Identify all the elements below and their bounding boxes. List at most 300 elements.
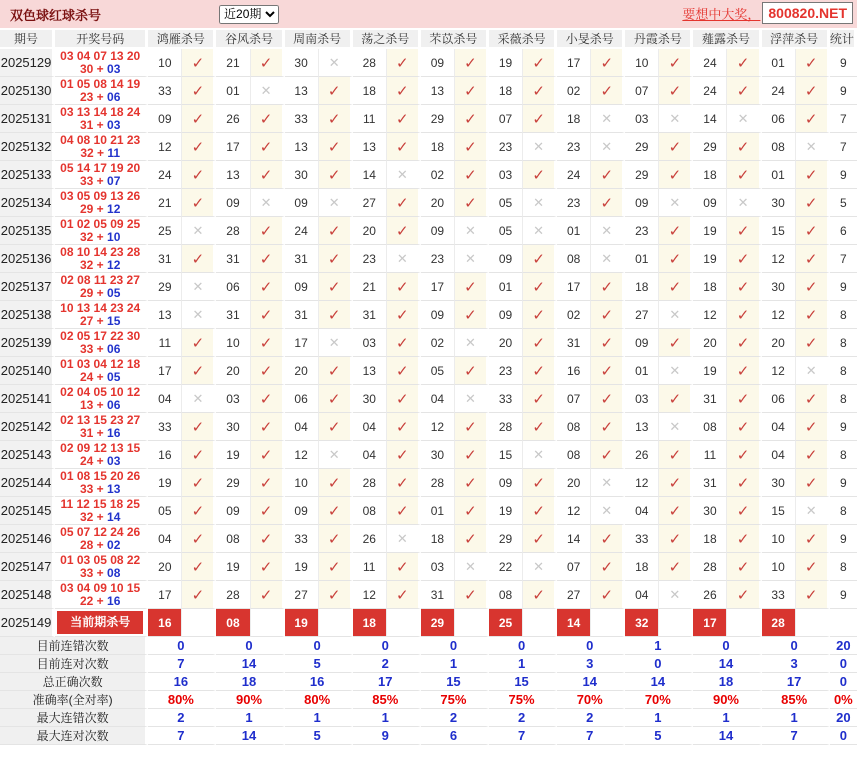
kill-mark-cell <box>591 581 625 609</box>
check-icon: ✓ <box>259 586 273 604</box>
kill-mark-cell <box>182 217 216 245</box>
check-icon: ✓ <box>396 334 409 352</box>
winning-numbers-cell <box>55 553 148 581</box>
stat-cell: 7 <box>830 245 857 273</box>
kill-number-cell: 33 <box>148 77 182 105</box>
winning-numbers-cell <box>55 385 148 413</box>
empty-mark-cell <box>523 609 557 637</box>
kill-mark-cell <box>727 77 761 105</box>
check-icon: ✓ <box>327 474 341 492</box>
stat-cell: 9 <box>830 581 857 609</box>
kill-mark-cell <box>591 385 625 413</box>
table-row <box>0 105 857 133</box>
kill-mark-cell <box>319 301 353 329</box>
kill-mark-cell <box>591 469 625 497</box>
red-balls-line1: 03 04 07 13 20 <box>60 48 141 63</box>
current-kill-cell: 14 <box>557 609 591 637</box>
current-kill-cell: 28 <box>762 609 796 637</box>
red-balls-line2: 13 + 06 <box>80 397 121 412</box>
kill-mark-cell <box>523 105 557 133</box>
issue-cell: 2025138 <box>0 301 55 329</box>
kill-number-cell: 17 <box>148 581 182 609</box>
check-icon: ✓ <box>259 530 273 548</box>
check-icon: ✓ <box>464 530 477 548</box>
table-header-row <box>0 30 857 49</box>
kill-number-cell: 29 <box>421 105 455 133</box>
summary-value: 1 <box>489 655 557 673</box>
table-row <box>0 245 857 273</box>
summary-label: 最大连对次数 <box>0 727 148 745</box>
kill-mark-cell <box>319 217 353 245</box>
kill-mark-cell <box>455 161 489 189</box>
summary-label: 最大连错次数 <box>0 709 148 727</box>
kill-mark-cell <box>251 77 285 105</box>
empty-mark-cell <box>387 609 421 637</box>
red-balls-line1: 01 02 05 09 25 <box>60 216 141 231</box>
kill-mark-cell <box>659 105 693 133</box>
kill-number-cell: 01 <box>762 49 796 77</box>
column-header: 周南杀号 <box>285 30 353 49</box>
table-row <box>0 133 857 161</box>
check-icon: ✓ <box>327 110 341 128</box>
cross-icon: ✕ <box>533 558 545 574</box>
check-icon: ✓ <box>804 586 818 604</box>
check-icon: ✓ <box>396 418 409 436</box>
summary-value: 7 <box>762 727 830 745</box>
check-icon: ✓ <box>600 306 614 324</box>
kill-mark-cell <box>455 497 489 525</box>
kill-number-cell: 11 <box>693 441 727 469</box>
kill-mark-cell <box>251 105 285 133</box>
kill-mark-cell <box>387 497 421 525</box>
kill-mark-cell <box>387 553 421 581</box>
kill-mark-cell <box>591 217 625 245</box>
kill-number-cell: 06 <box>762 105 796 133</box>
summary-total: 0 <box>830 727 857 745</box>
check-icon: ✓ <box>736 418 750 436</box>
check-icon: ✓ <box>327 586 341 604</box>
kill-mark-cell <box>182 497 216 525</box>
kill-number-cell: 04 <box>148 385 182 413</box>
kill-number-cell: 26 <box>625 441 659 469</box>
kill-number-cell: 23 <box>557 133 591 161</box>
kill-number-cell: 05 <box>489 217 523 245</box>
kill-mark-cell <box>591 245 625 273</box>
issue-cell: 2025146 <box>0 525 55 553</box>
winning-numbers-cell <box>55 273 148 301</box>
winning-numbers-cell <box>55 413 148 441</box>
summary-value: 0 <box>693 637 761 655</box>
kill-mark-cell <box>319 245 353 273</box>
check-icon: ✓ <box>396 222 409 240</box>
check-icon: ✓ <box>464 502 477 520</box>
check-icon: ✓ <box>191 82 205 100</box>
check-icon: ✓ <box>600 166 614 184</box>
red-balls-line2: 28 + 02 <box>80 537 121 552</box>
kill-mark-cell <box>387 189 421 217</box>
issue-cell: 2025134 <box>0 189 55 217</box>
column-header: 荡之杀号 <box>353 30 421 49</box>
summary-total: 0% <box>830 691 857 709</box>
check-icon: ✓ <box>191 54 205 72</box>
kill-mark-cell <box>182 301 216 329</box>
kill-mark-cell <box>523 217 557 245</box>
column-header: 统计 <box>830 30 857 49</box>
kill-mark-cell <box>319 273 353 301</box>
current-kill-label-cell <box>55 609 148 637</box>
kill-number-cell: 13 <box>421 77 455 105</box>
promo-area <box>682 2 853 24</box>
kill-number-cell: 09 <box>216 189 250 217</box>
kill-mark-cell <box>591 525 625 553</box>
check-icon: ✓ <box>327 250 341 268</box>
kill-mark-cell <box>591 105 625 133</box>
kill-mark-cell <box>591 49 625 77</box>
check-icon: ✓ <box>327 418 341 436</box>
check-icon: ✓ <box>396 586 409 604</box>
kill-mark-cell <box>251 49 285 77</box>
check-icon: ✓ <box>191 530 205 548</box>
kill-number-cell: 04 <box>762 413 796 441</box>
kill-number-cell: 14 <box>353 161 387 189</box>
kill-number-cell: 26 <box>693 581 727 609</box>
issue-cell: 2025143 <box>0 441 55 469</box>
kill-number-cell: 12 <box>148 133 182 161</box>
red-balls-line2: 29 + 12 <box>80 201 121 216</box>
kill-number-cell: 16 <box>557 357 591 385</box>
summary-value: 9 <box>353 727 421 745</box>
winning-numbers-cell <box>55 581 148 609</box>
summary-value: 0 <box>625 655 693 673</box>
stat-cell: 9 <box>830 525 857 553</box>
column-header: 丹霞杀号 <box>625 30 693 49</box>
red-balls-line2: 33 + 08 <box>80 565 121 580</box>
kill-number-cell: 01 <box>216 77 250 105</box>
kill-mark-cell <box>182 161 216 189</box>
kill-mark-cell <box>523 133 557 161</box>
kill-mark-cell <box>319 385 353 413</box>
table-row <box>0 77 857 105</box>
check-icon: ✓ <box>259 250 273 268</box>
kill-number-cell: 08 <box>216 525 250 553</box>
issue-cell: 2025131 <box>0 105 55 133</box>
issue-cell: 2025130 <box>0 77 55 105</box>
kill-number-cell: 08 <box>489 581 523 609</box>
kill-mark-cell <box>591 357 625 385</box>
promo-site-badge[interactable]: 800820.NET <box>762 2 853 24</box>
check-icon: ✓ <box>600 54 614 72</box>
stat-cell: 9 <box>830 161 857 189</box>
cross-icon: ✕ <box>192 278 204 294</box>
kill-mark-cell <box>659 581 693 609</box>
check-icon: ✓ <box>259 446 273 464</box>
kill-mark-cell <box>727 553 761 581</box>
summary-total: 0 <box>830 673 857 691</box>
check-icon: ✓ <box>191 362 205 380</box>
column-header: 浮萍杀号 <box>762 30 830 49</box>
check-icon: ✓ <box>396 474 409 492</box>
issue-cell: 2025136 <box>0 245 55 273</box>
red-balls-line1: 02 05 17 22 30 <box>60 328 141 343</box>
red-balls-line2: 33 + 06 <box>80 341 121 356</box>
winning-numbers-cell <box>55 497 148 525</box>
check-icon: ✓ <box>259 222 273 240</box>
check-icon: ✓ <box>259 502 273 520</box>
check-icon: ✓ <box>327 362 341 380</box>
kill-number-cell: 31 <box>557 329 591 357</box>
kill-number-cell: 33 <box>762 581 796 609</box>
check-icon: ✓ <box>532 530 545 548</box>
check-icon: ✓ <box>804 110 818 128</box>
kill-number-cell: 15 <box>762 217 796 245</box>
summary-value: 2 <box>557 709 625 727</box>
kill-mark-cell <box>796 469 830 497</box>
check-icon: ✓ <box>191 334 205 352</box>
kill-mark-cell <box>796 525 830 553</box>
kill-number-cell: 02 <box>421 329 455 357</box>
kill-mark-cell <box>319 581 353 609</box>
kill-number-cell: 24 <box>148 161 182 189</box>
check-icon: ✓ <box>804 306 818 324</box>
kill-mark-cell <box>659 273 693 301</box>
kill-number-cell: 01 <box>421 497 455 525</box>
cross-icon: ✕ <box>465 334 476 350</box>
issue-cell: 2025139 <box>0 329 55 357</box>
empty-mark-cell <box>796 609 830 637</box>
cross-icon: ✕ <box>192 390 204 406</box>
check-icon: ✓ <box>464 82 477 100</box>
kill-number-cell: 20 <box>762 329 796 357</box>
check-icon: ✓ <box>600 418 614 436</box>
winning-numbers-cell <box>55 105 148 133</box>
stat-cell: 6 <box>830 217 857 245</box>
kill-mark-cell <box>387 273 421 301</box>
kill-number-cell: 25 <box>148 217 182 245</box>
kill-mark-cell <box>387 133 421 161</box>
check-icon: ✓ <box>736 586 750 604</box>
check-icon: ✓ <box>600 390 614 408</box>
kill-mark-cell <box>251 469 285 497</box>
kill-number-cell: 24 <box>285 217 319 245</box>
kill-number-cell: 31 <box>285 245 319 273</box>
kill-number-cell: 28 <box>216 581 250 609</box>
issue-cell: 2025129 <box>0 49 55 77</box>
kill-mark-cell <box>319 133 353 161</box>
check-icon: ✓ <box>804 278 818 296</box>
kill-mark-cell <box>182 133 216 161</box>
red-balls-line1: 02 04 05 10 12 <box>60 384 141 399</box>
empty-mark-cell <box>182 609 216 637</box>
kill-number-cell: 08 <box>557 245 591 273</box>
kill-mark-cell <box>251 497 285 525</box>
kill-number-cell: 28 <box>353 469 387 497</box>
red-balls-line2: 30 + 03 <box>80 61 121 76</box>
kill-mark-cell <box>727 385 761 413</box>
summary-value: 75% <box>421 691 489 709</box>
check-icon: ✓ <box>736 306 750 324</box>
check-icon: ✓ <box>464 194 477 212</box>
summary-value: 14 <box>693 727 761 745</box>
cross-icon: ✕ <box>601 110 613 126</box>
table-row <box>0 413 857 441</box>
check-icon: ✓ <box>668 250 682 268</box>
kill-mark-cell <box>251 357 285 385</box>
table-row <box>0 273 857 301</box>
empty-mark-cell <box>591 609 625 637</box>
column-header: 谷风杀号 <box>216 30 284 49</box>
kill-mark-cell <box>251 217 285 245</box>
kill-mark-cell <box>523 441 557 469</box>
kill-number-cell: 19 <box>216 441 250 469</box>
check-icon: ✓ <box>396 362 409 380</box>
kill-mark-cell <box>387 217 421 245</box>
check-icon: ✓ <box>259 110 273 128</box>
kill-number-cell: 10 <box>216 329 250 357</box>
kill-mark-cell <box>591 553 625 581</box>
issue-cell: 2025149 <box>0 609 55 637</box>
red-balls-line1: 10 13 14 23 24 <box>60 300 141 315</box>
red-balls-line2: 29 + 05 <box>80 285 121 300</box>
cross-icon: ✕ <box>396 530 408 546</box>
stat-cell: 8 <box>830 301 857 329</box>
kill-number-cell: 04 <box>353 441 387 469</box>
kill-number-cell: 29 <box>625 133 659 161</box>
kill-mark-cell <box>796 413 830 441</box>
check-icon: ✓ <box>464 306 477 324</box>
kill-number-cell: 13 <box>216 161 250 189</box>
kill-mark-cell <box>591 189 625 217</box>
kill-number-cell: 01 <box>762 161 796 189</box>
red-balls-line1: 02 13 15 23 27 <box>60 412 141 427</box>
kill-number-cell: 12 <box>762 245 796 273</box>
cross-icon: ✕ <box>669 418 681 434</box>
check-icon: ✓ <box>804 250 818 268</box>
kill-mark-cell <box>251 385 285 413</box>
check-icon: ✓ <box>191 194 205 212</box>
red-balls-line1: 02 08 11 23 27 <box>60 272 140 287</box>
kill-mark-cell <box>319 357 353 385</box>
kill-mark-cell <box>659 469 693 497</box>
kill-mark-cell <box>659 161 693 189</box>
table-row <box>0 553 857 581</box>
kill-mark-cell <box>387 581 421 609</box>
kill-mark-cell <box>182 357 216 385</box>
summary-value: 85% <box>353 691 421 709</box>
winning-numbers-cell <box>55 329 148 357</box>
kill-mark-cell <box>251 581 285 609</box>
check-icon: ✓ <box>532 474 545 492</box>
summary-value: 15 <box>421 673 489 691</box>
column-header: 采薇杀号 <box>489 30 557 49</box>
table-row <box>0 469 857 497</box>
kill-mark-cell <box>251 413 285 441</box>
check-icon: ✓ <box>668 474 682 492</box>
kill-mark-cell <box>455 385 489 413</box>
summary-value: 0 <box>421 637 489 655</box>
kill-mark-cell <box>319 329 353 357</box>
kill-mark-cell <box>523 329 557 357</box>
table-row <box>0 441 857 469</box>
table-row <box>0 189 857 217</box>
kill-mark-cell <box>182 413 216 441</box>
summary-value: 90% <box>216 691 284 709</box>
kill-mark-cell <box>251 441 285 469</box>
empty-mark-cell <box>319 609 353 637</box>
kill-number-cell: 20 <box>285 357 319 385</box>
kill-number-cell: 03 <box>489 161 523 189</box>
summary-value: 85% <box>762 691 830 709</box>
kill-mark-cell <box>796 301 830 329</box>
kill-mark-cell <box>455 133 489 161</box>
current-kill-cell: 32 <box>625 609 659 637</box>
kill-mark-cell <box>387 245 421 273</box>
red-balls-line2: 32 + 14 <box>80 509 121 524</box>
promo-link[interactable]: 要想中大奖， <box>682 6 761 22</box>
check-icon: ✓ <box>464 362 477 380</box>
check-icon: ✓ <box>804 194 818 212</box>
current-kill-cell: 25 <box>489 609 523 637</box>
check-icon: ✓ <box>600 586 614 604</box>
check-icon: ✓ <box>327 138 341 156</box>
check-icon: ✓ <box>396 110 409 128</box>
kill-number-cell: 18 <box>693 161 727 189</box>
kill-number-cell: 07 <box>489 105 523 133</box>
kill-mark-cell <box>523 49 557 77</box>
kill-mark-cell <box>182 581 216 609</box>
check-icon: ✓ <box>327 166 341 184</box>
kill-number-cell: 13 <box>353 357 387 385</box>
kill-mark-cell <box>455 273 489 301</box>
table-row <box>0 357 857 385</box>
kill-mark-cell <box>727 497 761 525</box>
kill-number-cell: 15 <box>762 497 796 525</box>
kill-number-cell: 21 <box>148 189 182 217</box>
kill-mark-cell <box>455 441 489 469</box>
kill-number-cell: 13 <box>285 133 319 161</box>
check-icon: ✓ <box>464 110 477 128</box>
kill-mark-cell <box>796 189 830 217</box>
kill-number-cell: 26 <box>216 105 250 133</box>
summary-value: 16 <box>148 673 216 691</box>
kill-mark-cell <box>659 497 693 525</box>
check-icon: ✓ <box>191 110 205 128</box>
kill-mark-cell <box>796 105 830 133</box>
check-icon: ✓ <box>327 530 341 548</box>
stat-cell: 9 <box>830 49 857 77</box>
check-icon: ✓ <box>532 250 545 268</box>
summary-value: 0 <box>216 637 284 655</box>
kill-number-cell: 22 <box>489 553 523 581</box>
kill-mark-cell <box>455 357 489 385</box>
check-icon: ✓ <box>600 530 614 548</box>
current-kill-cell: 19 <box>285 609 319 637</box>
kill-mark-cell <box>319 105 353 133</box>
kill-number-cell: 28 <box>489 413 523 441</box>
kill-mark-cell <box>796 161 830 189</box>
winning-numbers-cell <box>55 301 148 329</box>
red-balls-line2: 31 + 16 <box>80 425 121 440</box>
kill-number-cell: 01 <box>557 217 591 245</box>
kill-number-cell: 20 <box>693 329 727 357</box>
summary-value: 7 <box>148 727 216 745</box>
issue-cell: 2025142 <box>0 413 55 441</box>
kill-mark-cell <box>251 301 285 329</box>
summary-value: 5 <box>285 727 353 745</box>
cross-icon: ✕ <box>533 138 545 154</box>
check-icon: ✓ <box>259 334 273 352</box>
kill-mark-cell <box>455 469 489 497</box>
period-select[interactable] <box>219 5 279 24</box>
